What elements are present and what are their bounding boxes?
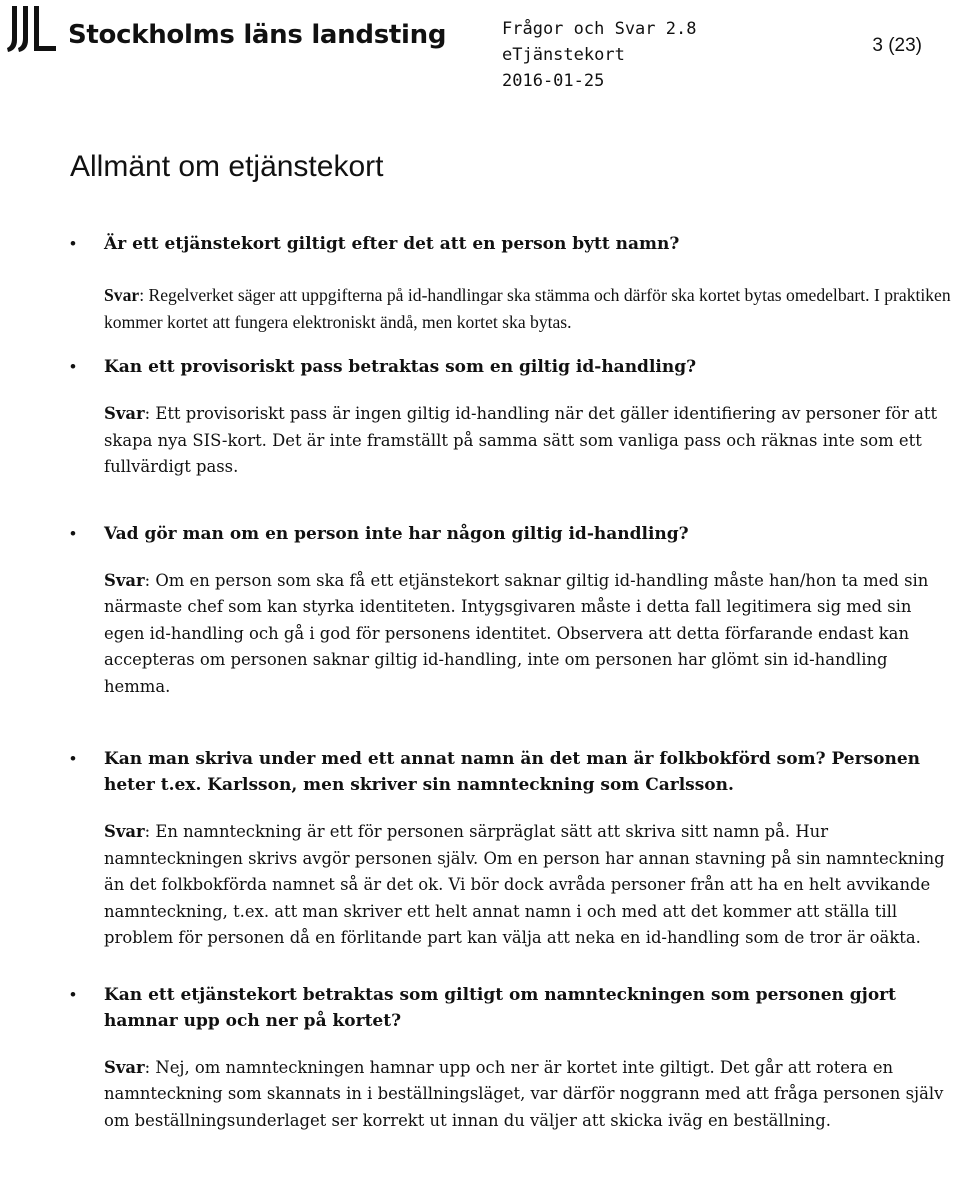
bullet: • (70, 749, 76, 768)
document-meta (502, 16, 696, 94)
document-subject: eTjänstekort (502, 45, 625, 65)
question: Vad gör man om en person inte har någon giltig id-handling? (104, 523, 689, 544)
answer-text: Ett provisoriskt pass är ingen giltig id-handling när det gäller identifiering av personer för att skapa nya SIS-kort. Det är inte framställt på samma sätt som vanliga pass och räknas inte som ett fullvärdigt pass. (104, 404, 938, 476)
answer-text: Om en person som ska få ett etjänstekort saknar giltig id-handling måste han/hon ta med sin närmaste chef som kan styrka identiteten. Intygsgivaren måste i detta fall legitimera sig med sin egen id-handling och gå i god för personens identitet. Observera att detta förfarande endast kan accepteras om personen saknar giltig id-handling, inte om personen har glömt sin id-handling hemma. (104, 570, 929, 696)
sll-logo-mark (6, 4, 62, 56)
answer-text: En namnteckning är ett för personen särpräglat sätt att skriva sitt namn på. Hur namnteckningen skrivs avgör personen själv. Om en person har annan stavning på sin namnteckning än det folkbokförda namnet så är det ok. Vi bör dock avråda personer från att ha en helt avvikande namnteckning, t.ex. att man skriver ett helt annat namn i och med att det kommer att ställa till problem för personen då en förlitande part kan välja att neka en id-handling som de tror är oäkta. (104, 822, 945, 947)
qa-item (0, 231, 960, 335)
qa-item (0, 746, 960, 952)
answer-label: Svar (104, 1057, 145, 1077)
answer-text: Regelverket säger att uppgifterna på id-handlingar ska stämma och därför ska kortet bytas omedelbart. I praktiken kommer kortet att fungera elektroniskt ändå, men kortet ska bytas. (104, 285, 951, 332)
question: Kan ett provisoriskt pass betraktas som en giltig id-handling? (104, 357, 697, 377)
answer-text: Nej, om namnteckningen hamnar upp och ner är kortet inte giltigt. Det går att rotera en namnteckning som skannats in i beställningsläget, var därför noggrann med att fråga personen själv om beställningsunderlaget ser korrekt ut innan du väljer att skicka iväg en beställning. (104, 1057, 944, 1130)
answer: Svar: Regelverket säger att uppgifterna på id-handlingar ska stämma och därför ska kortet bytas omedelbart. I praktiken kommer kortet att fungera elektroniskt ändå, men kortet ska bytas. (104, 285, 951, 332)
answer-label: Svar (104, 404, 145, 423)
section-title: Allmänt om etjänstekort (70, 150, 384, 183)
page-header (0, 0, 960, 100)
answer-label: Svar (104, 285, 140, 305)
sll-logo (6, 2, 447, 58)
question: Kan man skriva under med ett annat namn än det man är folkbokförd som? Personen heter t.ex. Karlsson, men skriver sin namnteckning som Carlsson. (104, 749, 920, 795)
answer: Svar: Ett provisoriskt pass är ingen giltig id-handling när det gäller identifiering av personer för att skapa nya SIS-kort. Det är inte framställt på samma sätt som vanliga pass och räknas inte som ett fullvärdigt pass. (104, 404, 938, 476)
qa-item (0, 982, 960, 1135)
bullet: • (70, 984, 76, 1004)
bullet: • (70, 234, 76, 253)
answer-label: Svar (104, 822, 145, 841)
question: Kan ett etjänstekort betraktas som giltigt om namnteckningen som personen gjort hamnar upp och ner på kortet? (104, 984, 896, 1031)
answer-label: Svar (104, 570, 145, 590)
answer: Svar: Om en person som ska få ett etjänstekort saknar giltig id-handling måste han/hon ta med sin närmaste chef som kan styrka identiteten. Intygsgivaren måste i detta fall legitimera sig med sin egen id-handling och gå i god för personens identitet. Observera att detta förfarande endast kan accepteras om personen saknar giltig id-handling, inte om personen har glömt sin id-handling hemma. (104, 570, 929, 696)
document-date: 2016-01-25 (502, 71, 605, 91)
answer: Svar: En namnteckning är ett för personen särpräglat sätt att skriva sitt namn på. Hur namnteckningen skrivs avgör personen själv. Om en person har annan stavning på sin namnteckning än det folkbokförda namnet så är det ok. Vi bör dock avråda personer från att ha en helt avvikande namnteckning, t.ex. att man skriver ett helt annat namn i och med att det kommer att ställa till problem för personen då en förlitande part kan välja att neka en id-handling som de tror är oäkta. (104, 822, 945, 947)
question: Är ett etjänstekort giltigt efter det att en person bytt namn? (104, 234, 680, 254)
bullet: • (70, 523, 76, 543)
qa-list (0, 231, 960, 1134)
page-number: 3 (23) (872, 35, 922, 56)
document-title: Frågor och Svar 2.8 (502, 19, 697, 39)
bullet: • (70, 357, 76, 376)
qa-item (0, 354, 960, 481)
logo-wordmark: Stockholms läns landsting (68, 20, 447, 50)
qa-item (0, 521, 960, 701)
answer: Svar: Nej, om namnteckningen hamnar upp och ner är kortet inte giltigt. Det går att rotera en namnteckning som skannats in i beställningsläget, var därför noggrann med att fråga personen själv om beställningsunderlaget ser korrekt ut innan du väljer att skicka iväg en beställning. (104, 1057, 944, 1130)
